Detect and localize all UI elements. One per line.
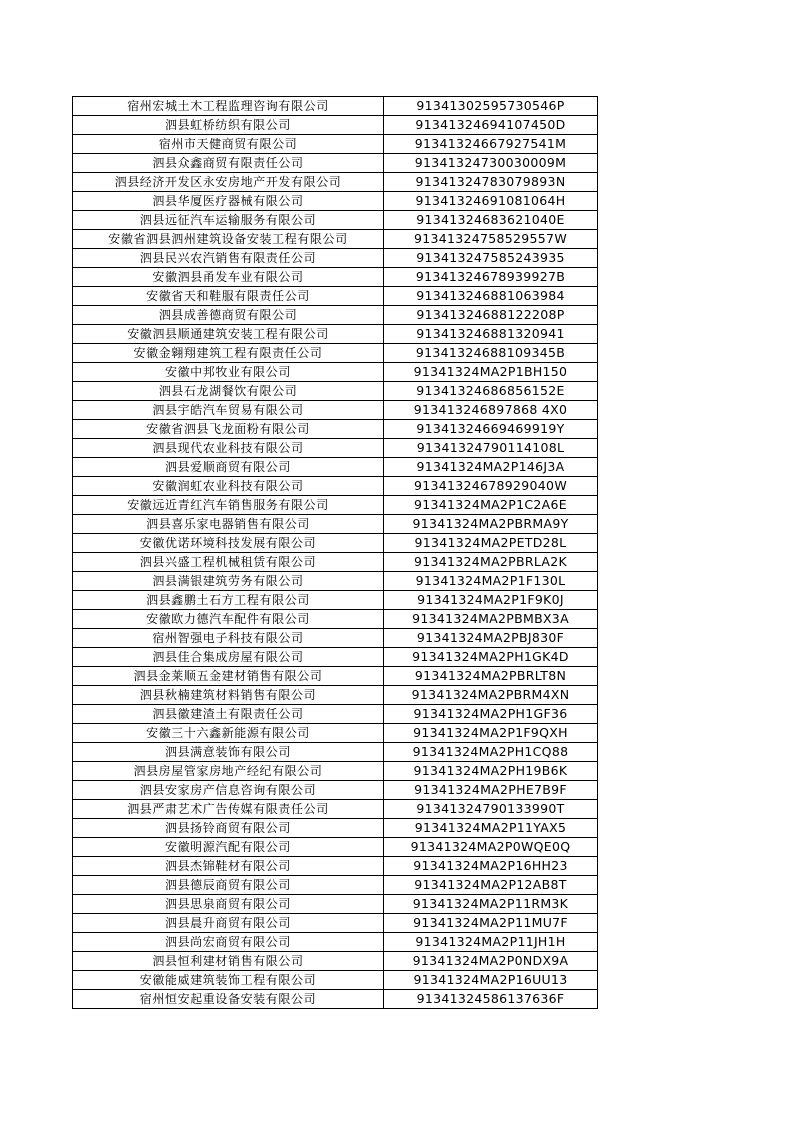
credit-code-cell: 91341324MA2PBMBX3A: [384, 610, 598, 629]
table-row: [73, 800, 598, 819]
company-name-cell: 安徽中邦牧业有限公司: [73, 363, 384, 382]
credit-code-cell: 91341324MA2PH1CQ88: [384, 743, 598, 762]
company-name-cell: 泗县晨升商贸有限公司: [73, 914, 384, 933]
table-row: [73, 990, 598, 1009]
company-name-cell: 安徽欧力德汽车配件有限公司: [73, 610, 384, 629]
credit-code-cell: 91341324MA2P1F9K0J: [384, 591, 598, 610]
table-row: [73, 610, 598, 629]
table-row: [73, 401, 598, 420]
credit-code-cell: 91341324790114108L: [384, 439, 598, 458]
table-row: [73, 534, 598, 553]
company-name-cell: 安徽省天和鞋服有限责任公司: [73, 287, 384, 306]
table-row: [73, 857, 598, 876]
credit-code-cell: 91341324730030009M: [384, 154, 598, 173]
company-name-cell: 泗县佳合集成房屋有限公司: [73, 648, 384, 667]
company-name-cell: 安徽润虹农业科技有限公司: [73, 477, 384, 496]
company-name-cell: 泗县恒利建材销售有限公司: [73, 952, 384, 971]
credit-code-cell: 91341324MA2P146J3A: [384, 458, 598, 477]
credit-code-cell: 91341324MA2PBJ830F: [384, 629, 598, 648]
company-name-cell: 泗县成善德商贸有限公司: [73, 306, 384, 325]
table-row: [73, 477, 598, 496]
table-row: [73, 686, 598, 705]
company-name-cell: 安徽泗县顺通建筑安装工程有限公司: [73, 325, 384, 344]
company-name-cell: 泗县德辰商贸有限公司: [73, 876, 384, 895]
table-row: [73, 914, 598, 933]
credit-code-cell: 91341324MA2PHE7B9F: [384, 781, 598, 800]
company-name-cell: 泗县经济开发区永安房地产开发有限公司: [73, 173, 384, 192]
table-row: [73, 781, 598, 800]
credit-code-cell: 91341324MA2PH1GF36: [384, 705, 598, 724]
company-name-cell: 安徽三十六鑫新能源有限公司: [73, 724, 384, 743]
table-row: [73, 952, 598, 971]
company-name-cell: 泗县鑫鹏土石方工程有限公司: [73, 591, 384, 610]
table-row: [73, 439, 598, 458]
company-name-cell: 安徽优诺环境科技发展有限公司: [73, 534, 384, 553]
company-name-cell: 泗县杰锦鞋材有限公司: [73, 857, 384, 876]
table-row: [73, 97, 598, 116]
credit-code-cell: 91341324MA2PBRLA2K: [384, 553, 598, 572]
company-name-cell: 泗县徽建渣土有限责任公司: [73, 705, 384, 724]
table-row: [73, 515, 598, 534]
table-row: [73, 230, 598, 249]
company-name-cell: 泗县兴盛工程机械租赁有限公司: [73, 553, 384, 572]
company-name-cell: 宿州宏城土木工程监理咨询有限公司: [73, 97, 384, 116]
company-name-cell: 泗县思泉商贸有限公司: [73, 895, 384, 914]
credit-code-cell: 91341324586137636F: [384, 990, 598, 1009]
table-row: [73, 249, 598, 268]
credit-code-cell: 91341324MA2P11RM3K: [384, 895, 598, 914]
table-row: [73, 762, 598, 781]
company-name-cell: 泗县民兴农汽销售有限责任公司: [73, 249, 384, 268]
credit-code-cell: 91341324683621040E: [384, 211, 598, 230]
credit-code-cell: 91341324691081064H: [384, 192, 598, 211]
table-row: [73, 325, 598, 344]
table-row: [73, 933, 598, 952]
table-row: [73, 173, 598, 192]
credit-code-cell: 91341324678929040W: [384, 477, 598, 496]
credit-code-cell: 913413246881320941: [384, 325, 598, 344]
credit-code-cell: 91341324MA2P16HH23: [384, 857, 598, 876]
table-row: [73, 591, 598, 610]
company-name-cell: 泗县爱顺商贸有限公司: [73, 458, 384, 477]
company-name-cell: 泗县金莱顺五金建材销售有限公司: [73, 667, 384, 686]
credit-code-cell: 91341324MA2P0WQE0Q: [384, 838, 598, 857]
table-row: [73, 876, 598, 895]
table-row: [73, 971, 598, 990]
company-name-cell: 泗县石龙湖餐饮有限公司: [73, 382, 384, 401]
table-row: [73, 667, 598, 686]
credit-code-cell: 91341324MA2P1C2A6E: [384, 496, 598, 515]
credit-code-cell: 91341324686856152E: [384, 382, 598, 401]
credit-code-cell: 91341324694107450D: [384, 116, 598, 135]
credit-code-cell: 91341324MA2PBRM4XN: [384, 686, 598, 705]
credit-code-cell: 91341324667927541M: [384, 135, 598, 154]
company-name-cell: 泗县华厦医疗器械有限公司: [73, 192, 384, 211]
company-registry-table: [72, 96, 598, 1009]
table-row: [73, 458, 598, 477]
table-row: [73, 496, 598, 515]
credit-code-cell: 91341324MA2P0NDX9A: [384, 952, 598, 971]
company-name-cell: 宿州智强电子科技有限公司: [73, 629, 384, 648]
table-row: [73, 382, 598, 401]
credit-code-cell: 91341324669469919Y: [384, 420, 598, 439]
table-row: [73, 724, 598, 743]
credit-code-cell: 91341324678939927B: [384, 268, 598, 287]
company-name-cell: 泗县尚宏商贸有限公司: [73, 933, 384, 952]
table-row: [73, 420, 598, 439]
credit-code-cell: 91341324688122208P: [384, 306, 598, 325]
table-body: [73, 97, 598, 1009]
table-row: [73, 648, 598, 667]
company-name-cell: 泗县秋楠建筑材料销售有限公司: [73, 686, 384, 705]
credit-code-cell: 91341324MA2P11MU7F: [384, 914, 598, 933]
company-name-cell: 宿州恒安起重设备安装有限公司: [73, 990, 384, 1009]
credit-code-cell: 91341324MA2PBRMA9Y: [384, 515, 598, 534]
table-row: [73, 572, 598, 591]
company-name-cell: 安徽泗县甬发车业有限公司: [73, 268, 384, 287]
company-name-cell: 安徽明源汽配有限公司: [73, 838, 384, 857]
credit-code-cell: 91341324MA2P16UU13: [384, 971, 598, 990]
table-row: [73, 705, 598, 724]
credit-code-cell: 913413247585243935: [384, 249, 598, 268]
table-row: [73, 135, 598, 154]
table-row: [73, 211, 598, 230]
company-name-cell: 泗县安家房产信息咨询有限公司: [73, 781, 384, 800]
credit-code-cell: 91341324MA2PETD28L: [384, 534, 598, 553]
company-name-cell: 泗县现代农业科技有限公司: [73, 439, 384, 458]
company-name-cell: 泗县房屋管家房地产经纪有限公司: [73, 762, 384, 781]
credit-code-cell: 91341324758529557W: [384, 230, 598, 249]
table-row: [73, 192, 598, 211]
company-name-cell: 安徽能威建筑装饰工程有限公司: [73, 971, 384, 990]
company-name-cell: 泗县严肃艺术广告传媒有限责任公司: [73, 800, 384, 819]
credit-code-cell: 91341324MA2P1F9QXH: [384, 724, 598, 743]
credit-code-cell: 91341324790133990T: [384, 800, 598, 819]
table-row: [73, 306, 598, 325]
company-name-cell: 泗县扬铃商贸有限公司: [73, 819, 384, 838]
credit-code-cell: 91341324MA2P11JH1H: [384, 933, 598, 952]
table-row: [73, 819, 598, 838]
company-name-cell: 安徽远近青红汽车销售服务有限公司: [73, 496, 384, 515]
credit-code-cell: 913413246881063984: [384, 287, 598, 306]
credit-code-cell: 91341324MA2P1BH150: [384, 363, 598, 382]
company-name-cell: 泗县宇皓汽车贸易有限公司: [73, 401, 384, 420]
table-row: [73, 344, 598, 363]
company-name-cell: 安徽省泗县飞龙面粉有限公司: [73, 420, 384, 439]
company-name-cell: 安徽省泗县泗州建筑设备安装工程有限公司: [73, 230, 384, 249]
credit-code-cell: 91341324MA2PH19B6K: [384, 762, 598, 781]
table-row: [73, 287, 598, 306]
company-name-cell: 安徽金翱翔建筑工程有限责任公司: [73, 344, 384, 363]
credit-code-cell: 913413246897868 4X0: [384, 401, 598, 420]
table-row: [73, 363, 598, 382]
credit-code-cell: 91341324688109345B: [384, 344, 598, 363]
company-name-cell: 泗县满银建筑劳务有限公司: [73, 572, 384, 591]
credit-code-cell: 91341302595730546P: [384, 97, 598, 116]
table-row: [73, 268, 598, 287]
credit-code-cell: 91341324MA2P1F130L: [384, 572, 598, 591]
credit-code-cell: 91341324MA2P11YAX5: [384, 819, 598, 838]
credit-code-cell: 91341324MA2P12AB8T: [384, 876, 598, 895]
company-name-cell: 泗县喜乐家电器销售有限公司: [73, 515, 384, 534]
credit-code-cell: 91341324783079893N: [384, 173, 598, 192]
company-name-cell: 宿州市天健商贸有限公司: [73, 135, 384, 154]
company-name-cell: 泗县远征汽车运输服务有限公司: [73, 211, 384, 230]
table-row: [73, 743, 598, 762]
table-row: [73, 838, 598, 857]
table-row: [73, 116, 598, 135]
company-name-cell: 泗县虹桥纺织有限公司: [73, 116, 384, 135]
company-name-cell: 泗县满意装饰有限公司: [73, 743, 384, 762]
credit-code-cell: 91341324MA2PH1GK4D: [384, 648, 598, 667]
table-row: [73, 629, 598, 648]
table-row: [73, 154, 598, 173]
table-row: [73, 895, 598, 914]
company-name-cell: 泗县众鑫商贸有限责任公司: [73, 154, 384, 173]
table-row: [73, 553, 598, 572]
credit-code-cell: 91341324MA2PBRLT8N: [384, 667, 598, 686]
